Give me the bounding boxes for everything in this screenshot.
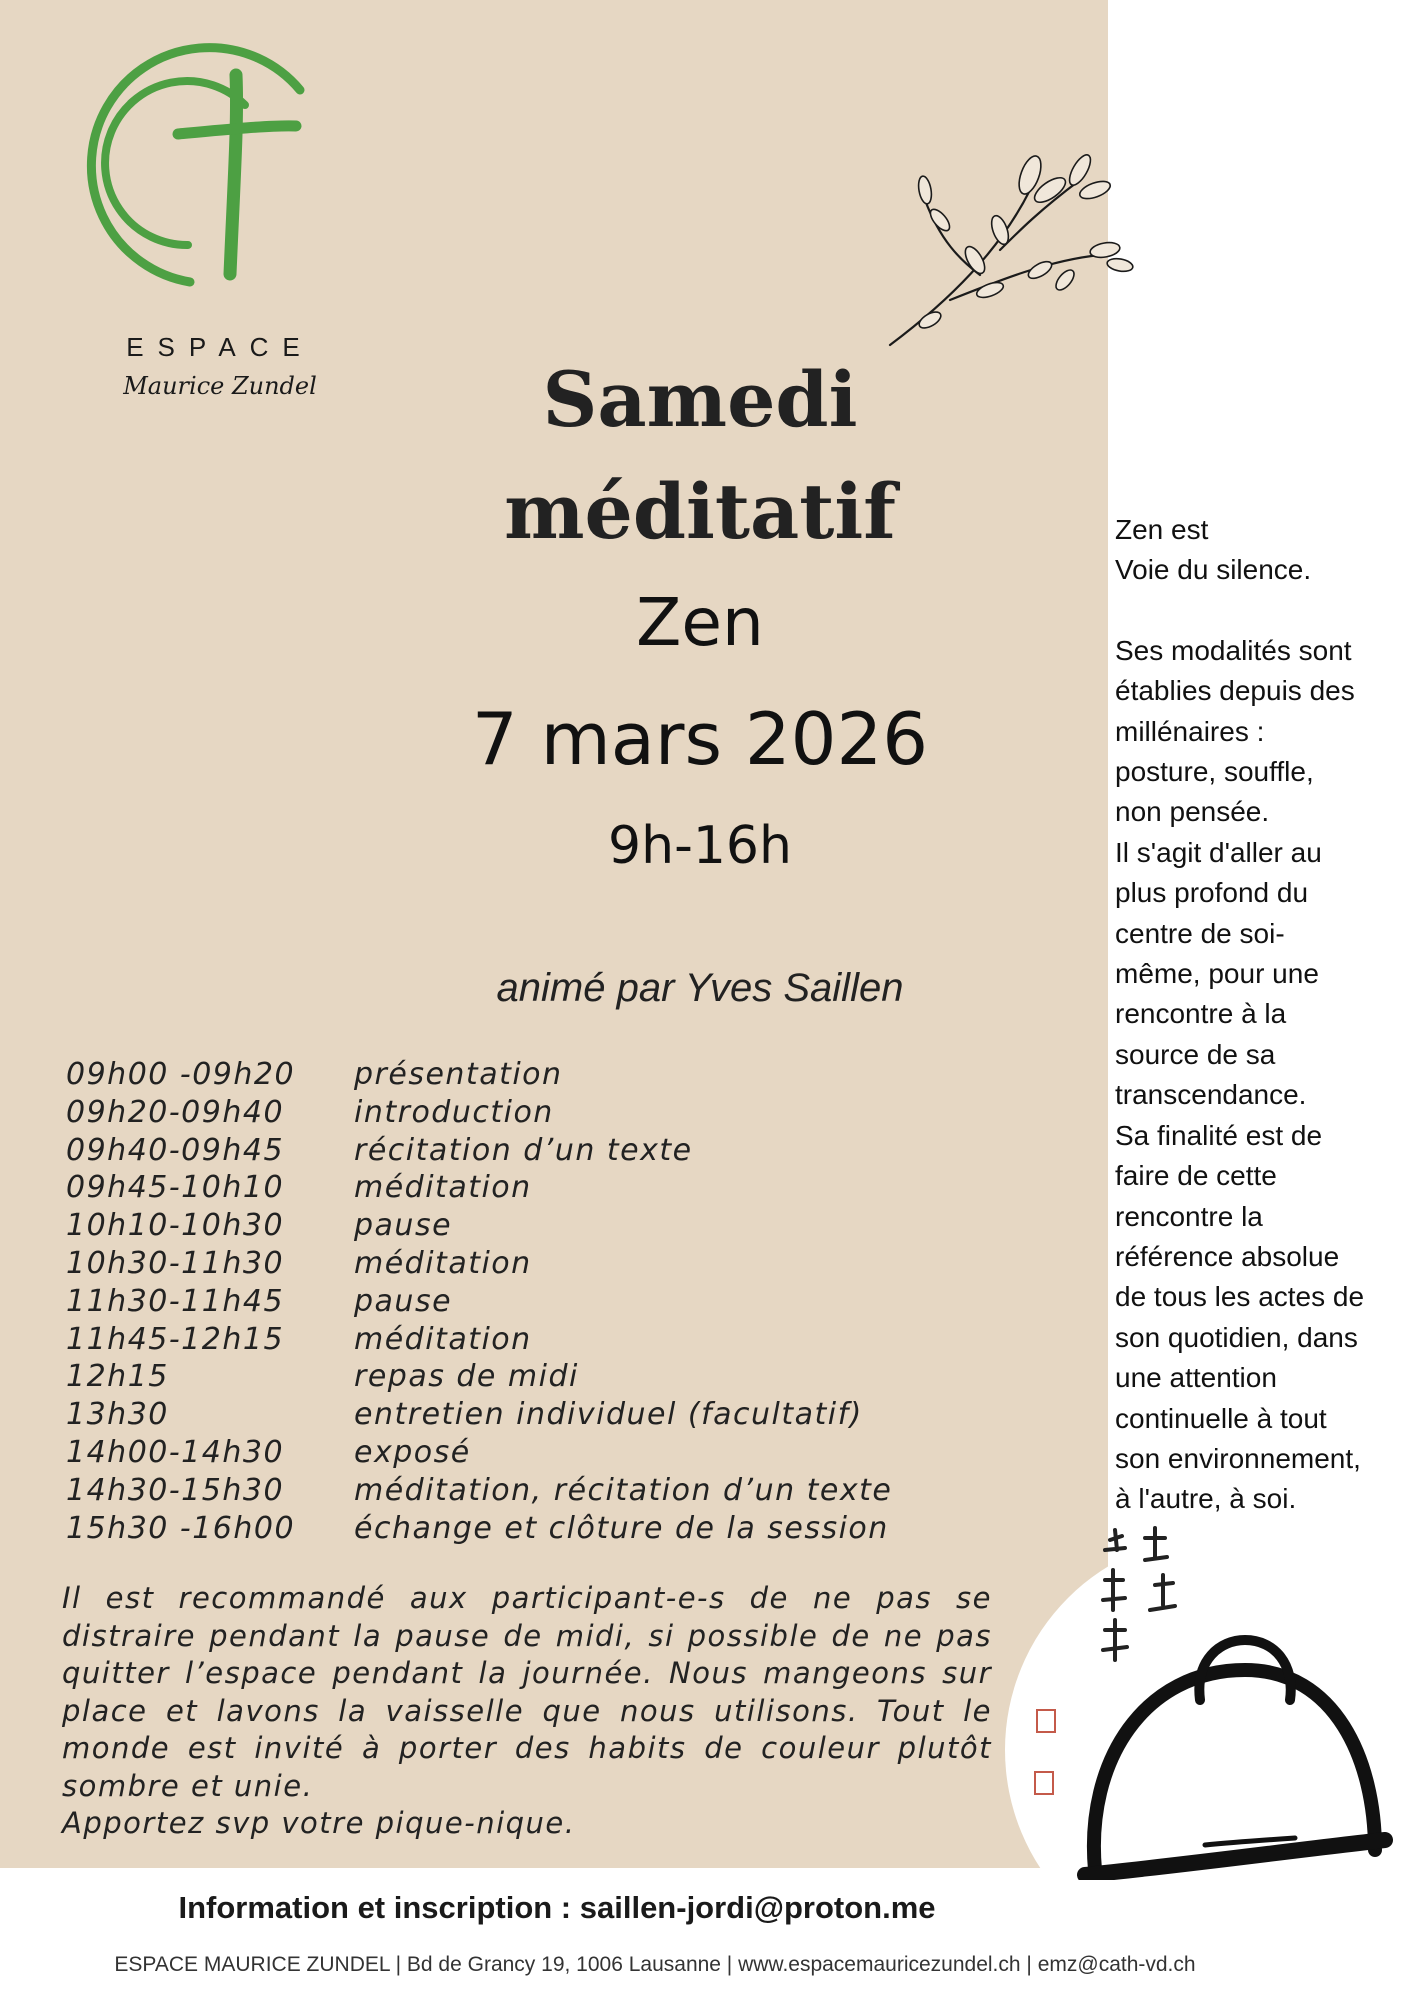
schedule-activity: méditation, récitation d’un texte: [354, 1472, 893, 1508]
side-line: rencontre la: [1115, 1200, 1263, 1232]
schedule-time: 09h45-10h10: [66, 1170, 285, 1206]
side-line: source de sa: [1115, 1038, 1276, 1070]
contact-info: [0, 1890, 1414, 1926]
side-line: même, pour une: [1115, 958, 1319, 990]
subtitle: Zen: [636, 584, 764, 661]
schedule-time: 10h30-11h30: [66, 1245, 285, 1281]
branch-illustration: [880, 130, 1140, 360]
side-line: Il s'agit d'aller au: [1115, 836, 1322, 868]
title-line-1: Samedi: [542, 355, 858, 444]
side-line: centre de soi-: [1115, 917, 1285, 949]
schedule-activity: méditation: [354, 1321, 532, 1357]
schedule-time: 14h30-15h30: [66, 1472, 285, 1508]
side-line: établies depuis des: [1115, 675, 1355, 707]
side-line: de tous les actes de: [1115, 1281, 1365, 1313]
footer: [0, 1953, 1414, 1977]
side-line: Zen est: [1115, 514, 1209, 545]
side-line: Voie du silence.: [1115, 554, 1312, 586]
zen-description: [1115, 510, 1405, 1520]
schedule-time: 14h00-14h30: [66, 1434, 285, 1470]
animator: animé par Yves Saillen: [496, 966, 904, 1010]
side-line: plus profond du: [1115, 877, 1309, 909]
side-line: non pensée.: [1115, 796, 1270, 828]
contact-text: Information et inscription : saillen-jordi@proton.me: [178, 1890, 936, 1925]
side-line: posture, souffle,: [1115, 756, 1314, 788]
schedule-activity: exposé: [354, 1434, 471, 1470]
note-paragraph: Il est recommandé aux participant-e-s de ne pas se distraire pendant la pause de midi, si possible de ne pas quitter l’espace pendant la journée. Nous mangeons sur place et lavons la vaisselle que nous utilisons. Tout le monde est invité à porter des habits de couleur plutôt sombre et unie.: [62, 1581, 992, 1803]
schedule-time: 15h30 -16h00: [66, 1510, 296, 1546]
side-spacer: [1115, 591, 1405, 631]
schedule-activity: méditation: [354, 1170, 532, 1206]
title-line-2: méditatif: [504, 467, 896, 556]
event-date: 7 mars 2026: [471, 697, 929, 781]
schedule-activity: échange et clôture de la session: [354, 1510, 889, 1546]
side-line: Sa finalité est de: [1115, 1119, 1323, 1151]
side-line: son quotidien, dans: [1115, 1321, 1358, 1353]
schedule-activity: pause: [354, 1283, 453, 1319]
logo-wordmark: ESPACE: [126, 332, 314, 362]
schedule-activity: récitation d’un texte: [354, 1132, 693, 1168]
side-line: continuelle à tout: [1115, 1402, 1327, 1434]
event-hours: 9h-16h: [608, 816, 792, 876]
schedule-time: 09h00 -09h20: [66, 1057, 296, 1092]
schedule-activity: présentation: [354, 1057, 563, 1092]
side-line: Ses modalités sont: [1115, 634, 1352, 666]
side-line: millénaires :: [1115, 715, 1265, 747]
schedule-activity: introduction: [354, 1094, 554, 1130]
schedule-time: 10h10-10h30: [66, 1208, 285, 1244]
schedule-time: 13h30: [66, 1397, 169, 1433]
side-line: une attention: [1115, 1362, 1277, 1394]
schedule-time: 09h40-09h45: [66, 1132, 285, 1168]
participant-note: [62, 1580, 992, 1843]
schedule-time: 12h15: [66, 1359, 169, 1395]
schedule-time: 11h30-11h45: [66, 1283, 285, 1319]
logo-cross-icon: [70, 30, 330, 330]
schedule-activity: pause: [354, 1208, 453, 1244]
schedule-activity: méditation: [354, 1245, 532, 1281]
calligraphy-bell-illustration: [1005, 1520, 1414, 1880]
side-line: faire de cette: [1115, 1160, 1277, 1192]
side-line: son environnement,: [1115, 1442, 1361, 1474]
side-line: transcendance.: [1115, 1079, 1307, 1111]
side-line: à l'autre, à soi.: [1115, 1483, 1297, 1515]
side-line: rencontre à la: [1115, 998, 1287, 1030]
schedule-activity: repas de midi: [354, 1359, 579, 1395]
note-closing: Apportez svp votre pique-nique.: [62, 1806, 576, 1840]
schedule-time: 09h20-09h40: [66, 1094, 285, 1130]
logo-signature: Maurice Zundel: [123, 372, 317, 400]
schedule-time: 11h45-12h15: [66, 1321, 285, 1357]
logo: [70, 30, 330, 400]
footer-text: ESPACE MAURICE ZUNDEL | Bd de Grancy 19, 1006 Lausanne | www.espacemauricezundel.ch | emz@cath-vd.ch: [114, 1953, 1196, 1976]
schedule-activity: entretien individuel (facultatif): [354, 1397, 863, 1433]
side-line: référence absolue: [1115, 1240, 1340, 1272]
